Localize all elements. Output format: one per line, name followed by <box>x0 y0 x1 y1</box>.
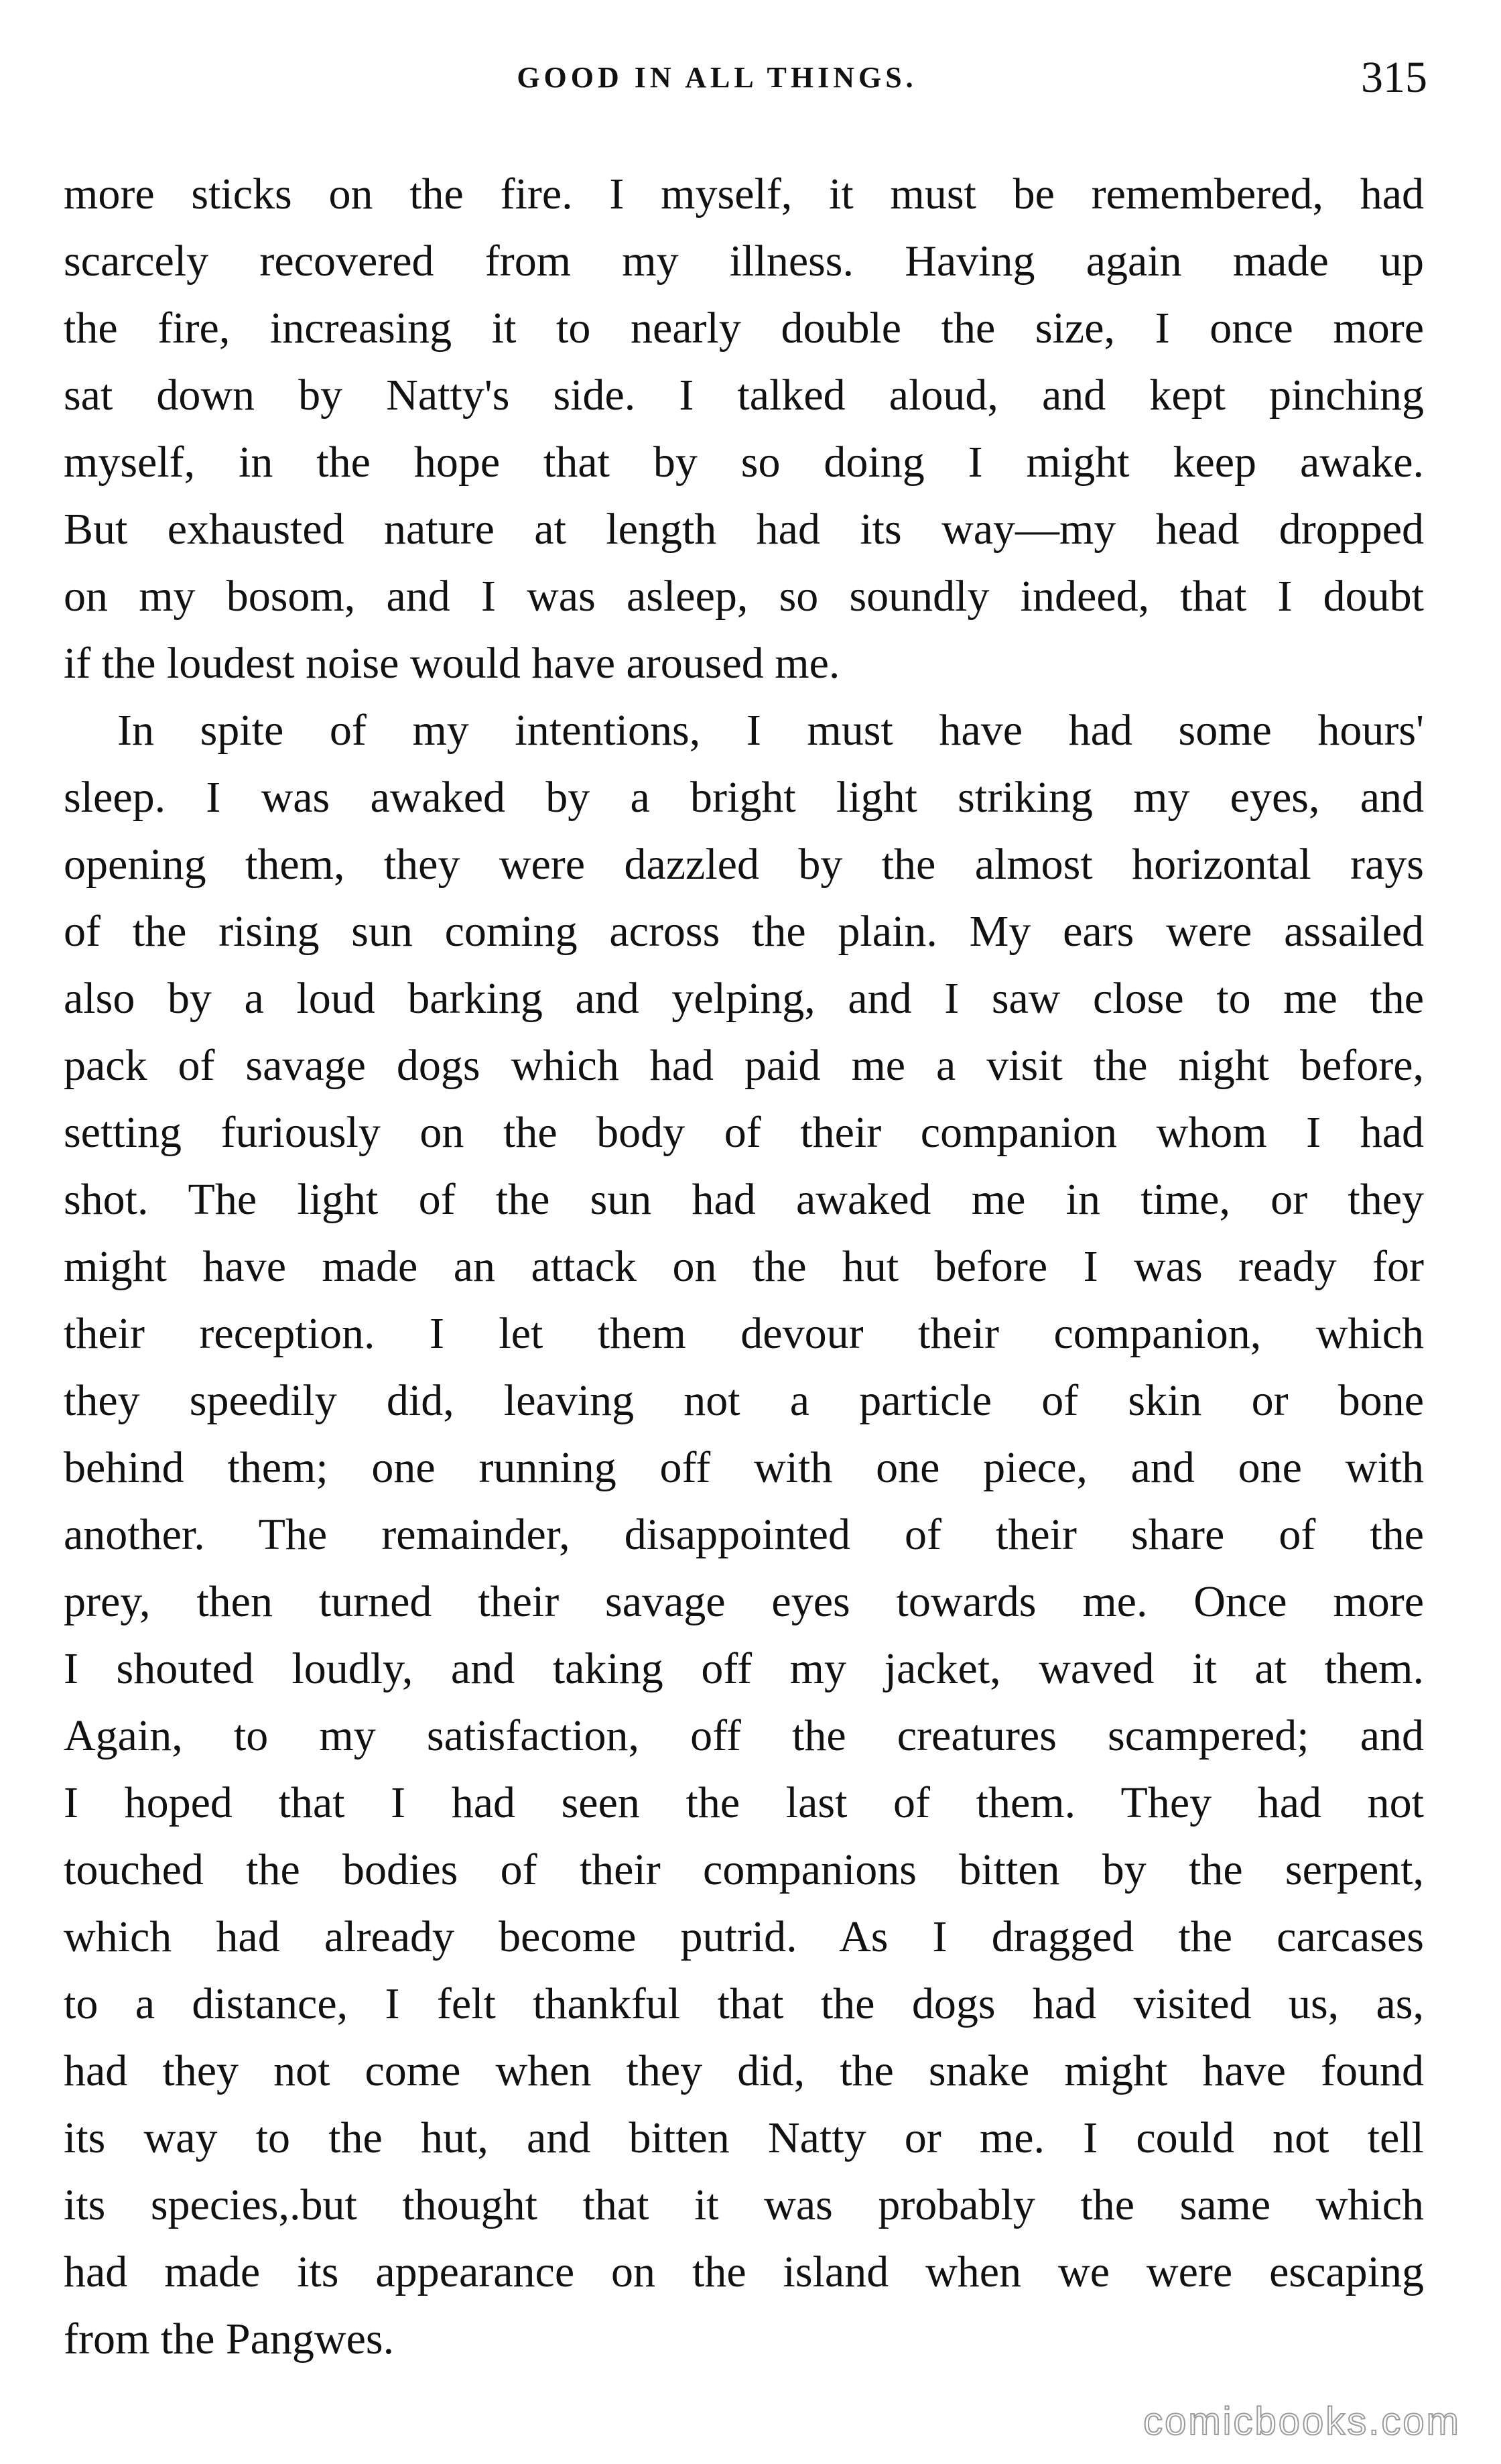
text-line: In spite of my intentions, I must have had some hours' <box>117 706 1424 755</box>
text-line: shot. The light of the sun had awaked me in time, or they <box>64 1175 1424 1224</box>
text-line: if the loudest noise would have aroused me. <box>64 639 840 688</box>
text-line: setting furiously on the body of their companion whom I had <box>64 1108 1424 1157</box>
text-line: myself, in the hope that by so doing I might keep awake. <box>64 438 1424 487</box>
text-line: I shouted loudly, and taking off my jacket, waved it at them. <box>64 1644 1424 1693</box>
text-line: But exhausted nature at length had its way—my head dropped <box>64 505 1424 554</box>
text-line: behind them; one running off with one piece, and one with <box>64 1443 1424 1492</box>
watermark: comicbooks.com <box>1143 2400 1461 2443</box>
page-number: 315 <box>1361 53 1427 102</box>
paragraph-2 <box>64 697 1424 2373</box>
paragraph-1 <box>64 161 1424 697</box>
text-line: to a distance, I felt thankful that the dogs had visited us, as, <box>64 1979 1424 2028</box>
text-line: had they not come when they did, the snake might have found <box>64 2046 1424 2095</box>
text-line: their reception. I let them devour their companion, which <box>64 1309 1424 1358</box>
text-line: opening them, they were dazzled by the almost horizontal rays <box>64 840 1424 889</box>
text-line: of the rising sun coming across the plain. My ears were assailed <box>64 907 1424 956</box>
text-line: its species,.but thought that it was probably the same which <box>64 2180 1424 2229</box>
text-line: might have made an attack on the hut before I was ready for <box>64 1242 1424 1291</box>
text-line: another. The remainder, disappointed of their share of the <box>64 1510 1424 1559</box>
text-line: sat down by Natty's side. I talked aloud, and kept pinching <box>64 371 1424 420</box>
text-line: sleep. I was awaked by a bright light striking my eyes, and <box>64 773 1424 822</box>
text-line: from the Pangwes. <box>64 2315 395 2363</box>
running-head: GOOD IN ALL THINGS. <box>517 61 917 94</box>
text-line: pack of savage dogs which had paid me a visit the night before, <box>64 1041 1424 1090</box>
text-line: had made its appearance on the island when we were escaping <box>64 2247 1424 2296</box>
text-line: scarcely recovered from my illness. Having again made up <box>64 237 1424 286</box>
text-line: more sticks on the fire. I myself, it must be remembered, had <box>64 170 1424 219</box>
text-line: the fire, increasing it to nearly double the size, I once more <box>64 304 1424 353</box>
text-line: touched the bodies of their companions bitten by the serpent, <box>64 1845 1424 1894</box>
text-line: on my bosom, and I was asleep, so soundly indeed, that I doubt <box>64 572 1424 621</box>
text-line: prey, then turned their savage eyes towards me. Once more <box>64 1577 1424 1626</box>
text-line: Again, to my satisfaction, off the creatures scampered; and <box>64 1711 1424 1760</box>
text-line: which had already become putrid. As I dragged the carcases <box>64 1912 1424 1961</box>
text-line: I hoped that I had seen the last of them. They had not <box>64 1778 1424 1827</box>
text-line: its way to the hut, and bitten Natty or me. I could not tell <box>64 2113 1424 2162</box>
text-line: also by a loud barking and yelping, and I saw close to me the <box>64 974 1424 1023</box>
text-line: they speedily did, leaving not a particle of skin or bone <box>64 1376 1424 1425</box>
body-text <box>64 161 1424 2373</box>
